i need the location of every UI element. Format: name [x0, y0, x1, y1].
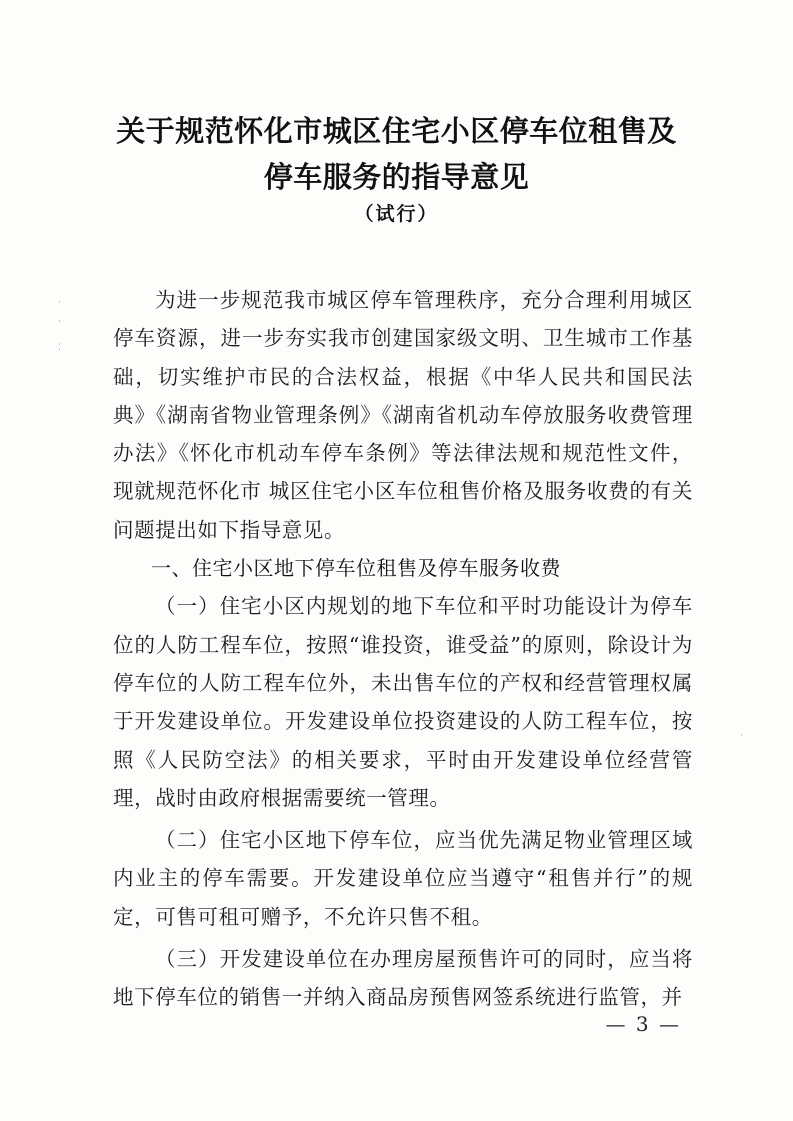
scan-speck: ·: [58, 317, 61, 327]
document-subtitle: （试行）: [354, 203, 439, 225]
item-paragraph-1: （一）住宅小区内规划的地下车位和平时功能设计为停车位的人防工程车位，按照“谁投资，谁受益”的原则，除设计为停车位的人防工程车位外，未出售车位的产权和经营管理权属于开发建设单位。开发建设单位投资建设的人防工程车位，按照《人民防空法》的相关要求，平时由开发建设单位经营管理，战时由政府根据需要统一管理。: [113, 594, 693, 810]
scan-speck: ·: [58, 298, 61, 308]
item-paragraph-2: （二）住宅小区地下停车位，应当优先满足物业管理区域内业主的停车需要。开发建设单位应当遵守“租售并行”的规定，可售可租可赠予，不允许只售不租。: [113, 828, 693, 929]
document-title: [0, 108, 793, 200]
scan-speck: ⁚: [58, 343, 61, 353]
item-paragraph-3: （三）开发建设单位在办理房屋预售许可的同时，应当将地下停车位的销售一并纳入商品房预售网签系统进行监管，并: [113, 947, 693, 1010]
section-heading: 一、住宅小区地下停车位租售及停车服务收费: [151, 556, 561, 581]
title-line-1: 关于规范怀化市城区住宅小区停车位租售及: [116, 114, 677, 148]
title-line-2: 停车服务的指导意见: [263, 160, 530, 194]
document-body: [113, 281, 693, 1017]
intro-paragraph: 为进一步规范我市城区停车管理秩序，充分合理利用城区停车资源，进一步夯实我市创建国家级文明、卫生城市工作基础，切实维护市民的合法权益，根据《中华人民共和国民法典》《湖南省物业管理条例》《湖南省机动车停放服务收费管理办法》《怀化市机动车停车条例》等法律法规和规范性文件，现就规范怀化市 城区住宅小区车位租售价格及服务收费的有关问题提出如下指导意见。: [113, 288, 693, 542]
page-number: — 3 —: [605, 1012, 681, 1036]
scan-speck: ·: [740, 731, 743, 741]
